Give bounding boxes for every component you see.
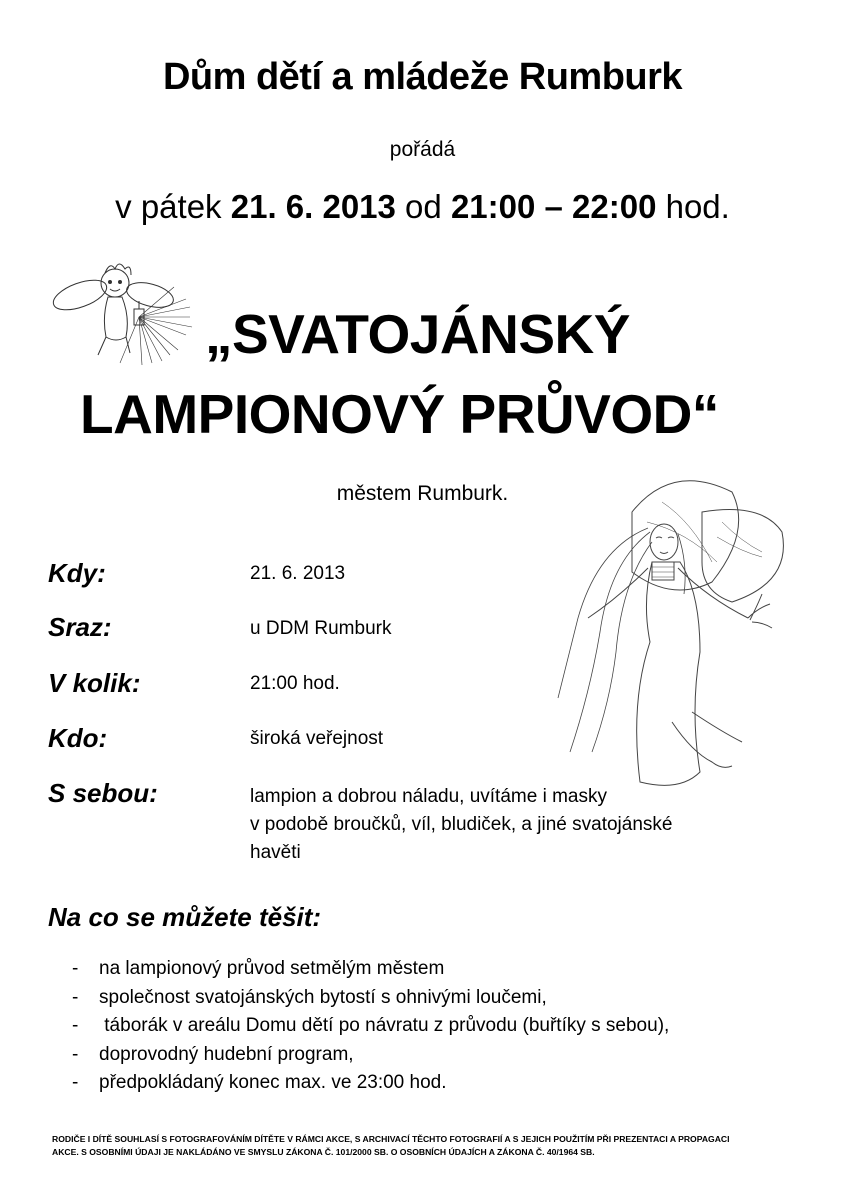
bullet-dash: - (72, 986, 79, 1008)
event-title-line1: „SVATOJÁNSKÝ (205, 303, 630, 365)
event-date-line (0, 188, 845, 226)
detail-label-bring: S sebou: (48, 778, 158, 808)
list-item-text: doprovodný hudební program, (99, 1043, 354, 1065)
event-subtitle: městem Rumburk. (336, 482, 509, 505)
detail-value-when: 21. 6. 2013 (250, 563, 346, 584)
highlights-title: Na co se můžete těšit: (48, 902, 322, 932)
detail-label-who: Kdo: (48, 723, 108, 753)
bullet-dash: - (72, 1043, 79, 1065)
detail-value-time: 21:00 hod. (250, 673, 340, 694)
bring-line: havěti (250, 842, 301, 863)
time-prefix: od (395, 188, 451, 225)
organizer-title: Dům dětí a mládeže Rumburk (162, 56, 683, 98)
bullet-dash: - (72, 958, 79, 979)
bring-line: v podobě broučků, víl, bludiček, a jiné svatojánské (250, 814, 673, 835)
footer-line: AKCE. S OSOBNÍMI ÚDAJI JE NAKLÁDÁNO VE SMYSLU ZÁKONA Č. 101/2000 SB. O OSOBNÍCH ÚDAJÍCH A ZÁKONA Č. 40/1964 SB. (52, 1147, 595, 1157)
list-item (72, 956, 669, 985)
detail-value-bring (250, 783, 740, 867)
presents-text: pořádá (389, 138, 456, 161)
list-item (72, 1013, 669, 1042)
event-title-line2: LAMPIONOVÝ PRŮVOD“ (80, 383, 719, 445)
detail-label-when: Kdy: (48, 558, 106, 588)
bring-line: lampion a dobrou náladu, uvítáme i masky (250, 786, 607, 807)
list-item-text: táborák v areálu Domu dětí po návratu z průvodu (buřtíky s sebou), (99, 1015, 670, 1037)
bullet-dash: - (72, 1015, 79, 1037)
footer-line: RODIČE I DÍTĚ SOUHLASÍ S FOTOGRAFOVÁNÍM DÍTĚTE V RÁMCI AKCE, S ARCHIVACÍ TĚCHTO FOTOGRAFIÍ A S JEJICH POUŽITÍM PŘI PREZENTACI A PROPAGACI (52, 1134, 730, 1144)
consent-footer (52, 1133, 812, 1159)
detail-value-meeting: u DDM Rumburk (250, 618, 392, 639)
list-item-text: společnost svatojánských bytostí s ohnivými loučemi, (99, 986, 547, 1008)
list-item-text: předpokládaný konec max. ve 23:00 hod. (99, 1072, 447, 1094)
event-date: 21. 6. 2013 (230, 188, 396, 225)
highlights-list (72, 956, 669, 1099)
list-item (72, 1070, 669, 1099)
fairy-dancer-icon (552, 472, 792, 792)
event-time-range: 21:00 – 22:00 (450, 188, 657, 225)
list-item-text: na lampionový průvod setmělým městem (99, 958, 445, 979)
list-item (72, 1042, 669, 1071)
detail-label-meeting: Sraz: (48, 612, 112, 642)
list-item (72, 985, 669, 1014)
detail-value-who: široká veřejnost (250, 728, 384, 749)
date-prefix: v pátek (115, 188, 231, 225)
detail-label-time: V kolik: (48, 668, 141, 698)
fairy-with-lantern-icon (50, 255, 200, 370)
bullet-dash: - (72, 1072, 79, 1094)
time-suffix: hod. (656, 188, 730, 225)
